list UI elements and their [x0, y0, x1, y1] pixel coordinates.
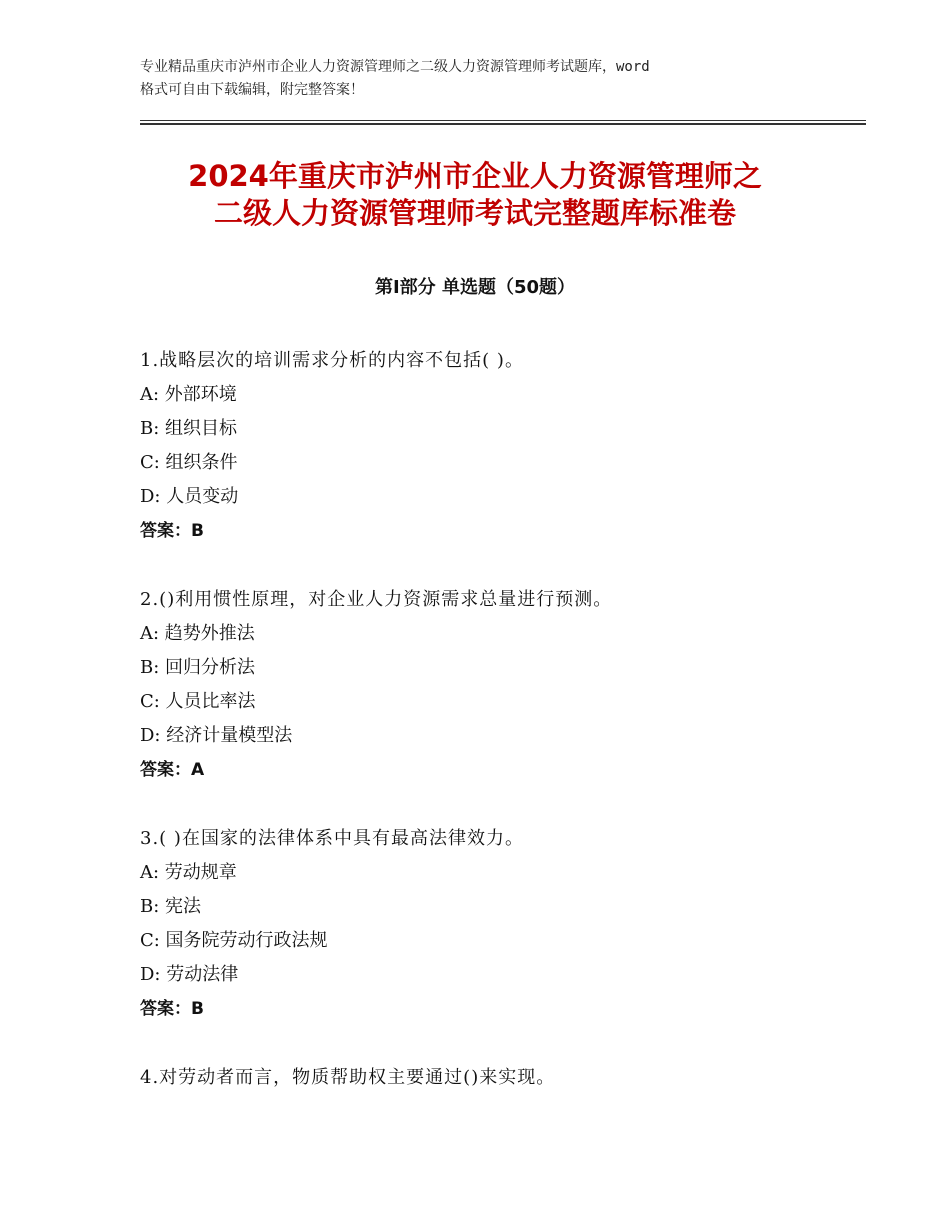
option-a: A: 劳动规章 — [140, 862, 237, 883]
answer-line: 答案：B — [140, 521, 204, 541]
option-b: B: 宪法 — [140, 896, 202, 917]
header-note — [140, 56, 840, 102]
question-2 — [140, 583, 870, 787]
question-stem: 2.()利用惯性原理，对企业人力资源需求总量进行预测。 — [140, 589, 613, 610]
header-note-line-2: 格式可自由下载编辑，附完整答案！ — [140, 82, 364, 98]
question-stem: 3.( )在国家的法律体系中具有最高法律效力。 — [140, 828, 524, 849]
option-c: C: 组织条件 — [140, 452, 238, 473]
header-note-line-1: 专业精品重庆市泸州市企业人力资源管理师之二级人力资源管理师考试题库，word — [140, 59, 650, 75]
document-title — [100, 158, 850, 232]
question-stem: 4.对劳动者而言，物质帮助权主要通过()来实现。 — [140, 1067, 556, 1088]
document-title-line-2: 二级人力资源管理师考试完整题库标准卷 — [213, 196, 736, 230]
answer-line: 答案：B — [140, 999, 204, 1019]
option-c: C: 国务院劳动行政法规 — [140, 930, 328, 951]
question-3 — [140, 822, 870, 1026]
question-1 — [140, 344, 870, 548]
option-d: D: 经济计量模型法 — [140, 725, 293, 746]
option-d: D: 劳动法律 — [140, 964, 239, 985]
option-b: B: 组织目标 — [140, 418, 238, 439]
header-divider-thick — [140, 123, 866, 125]
section-heading: 第Ⅰ部分 单选题（50题） — [374, 277, 575, 298]
question-stem: 1.战略层次的培训需求分析的内容不包括( )。 — [140, 350, 524, 371]
option-d: D: 人员变动 — [140, 486, 239, 507]
answer-line: 答案：A — [140, 760, 205, 780]
option-b: B: 回归分析法 — [140, 657, 256, 678]
document-title-line-1: 2024年重庆市泸州市企业人力资源管理师之 — [188, 159, 762, 193]
option-a: A: 外部环境 — [140, 384, 237, 405]
option-c: C: 人员比率法 — [140, 691, 256, 712]
header-divider-thin — [140, 120, 866, 121]
question-4 — [140, 1061, 870, 1095]
question-list — [140, 344, 870, 1130]
option-a: A: 趋势外推法 — [140, 623, 255, 644]
